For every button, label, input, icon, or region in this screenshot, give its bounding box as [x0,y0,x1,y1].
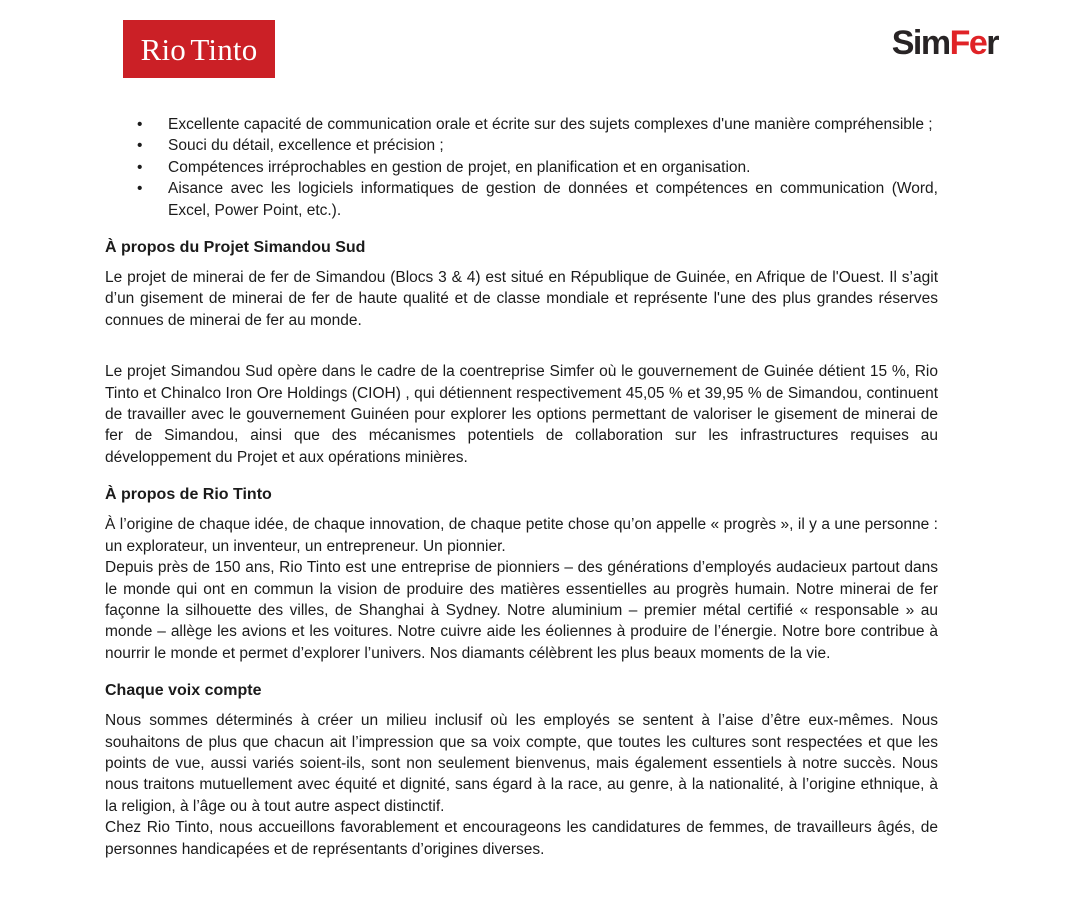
paragraph: Le projet Simandou Sud opère dans le cadre de la coentreprise Simfer où le gouvernement de Guinée détient 15 %, Rio Tinto et Chinalco Iron Ore Holdings (CIOH) , qui détiennent respectivement 45,05 % et 39,95 % de Simandou, continuent de travailler avec le gouvernement Guinéen pour explorer les options permettant de valoriser le gisement de minerai de fer de Simandou, ainsi que des mécanismes potentiels de collaboration sur les infrastructures requises au développement du Projet et aux opérations minières. [105,363,938,466]
requirements-list [105,114,938,221]
simfer-logo [892,26,998,60]
bullet-icon: • [137,180,143,198]
list-item-text: Souci du détail, excellence et précision ; [168,137,444,155]
section-projet-simandou-sud [105,237,938,468]
section-rio-tinto [105,484,938,664]
paragraph: À l’origine de chaque idée, de chaque innovation, de chaque petite chose qu’on appelle « progrès », il y a une personne : un explorateur, un inventeur, un entrepreneur. Un pionnier. [105,516,938,555]
bullet-icon: • [137,158,143,176]
paragraph: Depuis près de 150 ans, Rio Tinto est une entreprise de pionniers – des générations d’employés audacieux partout dans le monde qui ont en commun la vision de produire des matières essentielles au progrès humain. Notre minerai de fer façonne la silhouette des villes, de Shanghai à Sydney. Notre aluminium – premier métal certifié « responsable » au monde – allège les avions et les voitures. Notre cuivre aide les éoliennes à produire de l’énergie. Notre bore contribue à nourrir le monde et permet d’explorer l’univers. Nos diamants célèbrent les plus beaux moments de la vie. [105,559,938,662]
section-heading-projet-simandou-sud: À propos du Projet Simandou Sud [105,239,366,257]
rio-tinto-logo [123,20,275,78]
list-item [105,135,938,156]
paragraph: Chez Rio Tinto, nous accueillons favorablement et encourageons les candidatures de femmes, de travailleurs âgés, de personnes handicapées et de représentants d’origines diverses. [105,819,938,858]
simfer-logo-text-fe: Fe [949,24,987,62]
list-item [105,178,938,221]
section-heading-chaque-voix-compte: Chaque voix compte [105,682,262,700]
bullet-icon: • [137,116,143,133]
simfer-logo-text-r: r [986,24,998,62]
section-chaque-voix-compte [105,680,938,860]
simfer-logo-text-sim: Sim [891,24,950,62]
header [0,0,1068,80]
list-item-text: Compétences irréprochables en gestion de projet, en planification et en organisation. [168,158,751,176]
paragraph: Nous sommes déterminés à créer un milieu inclusif où les employés se sentent à l’aise d’être eux-mêmes. Nous souhaitons de plus que chacun ait l’impression que sa voix compte, que toutes les cultures sont respectées et que les points de vue, aussi variés soient-ils, sont non seulement bienvenus, mais également essentiels à notre succès. Nous nous traitons mutuellement avec équité et dignité, sans égard à la race, au genre, à la nationalité, à l’origine ethnique, à la religion, à l’âge ou à tout autre aspect distinctif. [105,712,938,815]
list-item [105,114,938,135]
rio-tinto-logo-text: Rio Tinto [140,31,258,67]
paragraph: Le projet de minerai de fer de Simandou (Blocs 3 & 4) est situé en République de Guinée, en Afrique de l'Ouest. Il s’agit d’un gisement de minerai de fer de haute qualité et de classe mondiale et représente l'une des plus grandes réserves connues de minerai de fer au monde. [105,269,938,329]
list-item-text: Excellente capacité de communication orale et écrite sur des sujets complexes d'une manière compréhensible ; [168,116,933,133]
bullet-icon: • [137,137,143,155]
document-body [105,80,938,860]
section-heading-rio-tinto: À propos de Rio Tinto [105,486,272,504]
list-item [105,157,938,178]
list-item-text: Aisance avec les logiciels informatiques de gestion de données et compétences en communication (Word, Excel, Power Point, etc.). [168,180,938,219]
